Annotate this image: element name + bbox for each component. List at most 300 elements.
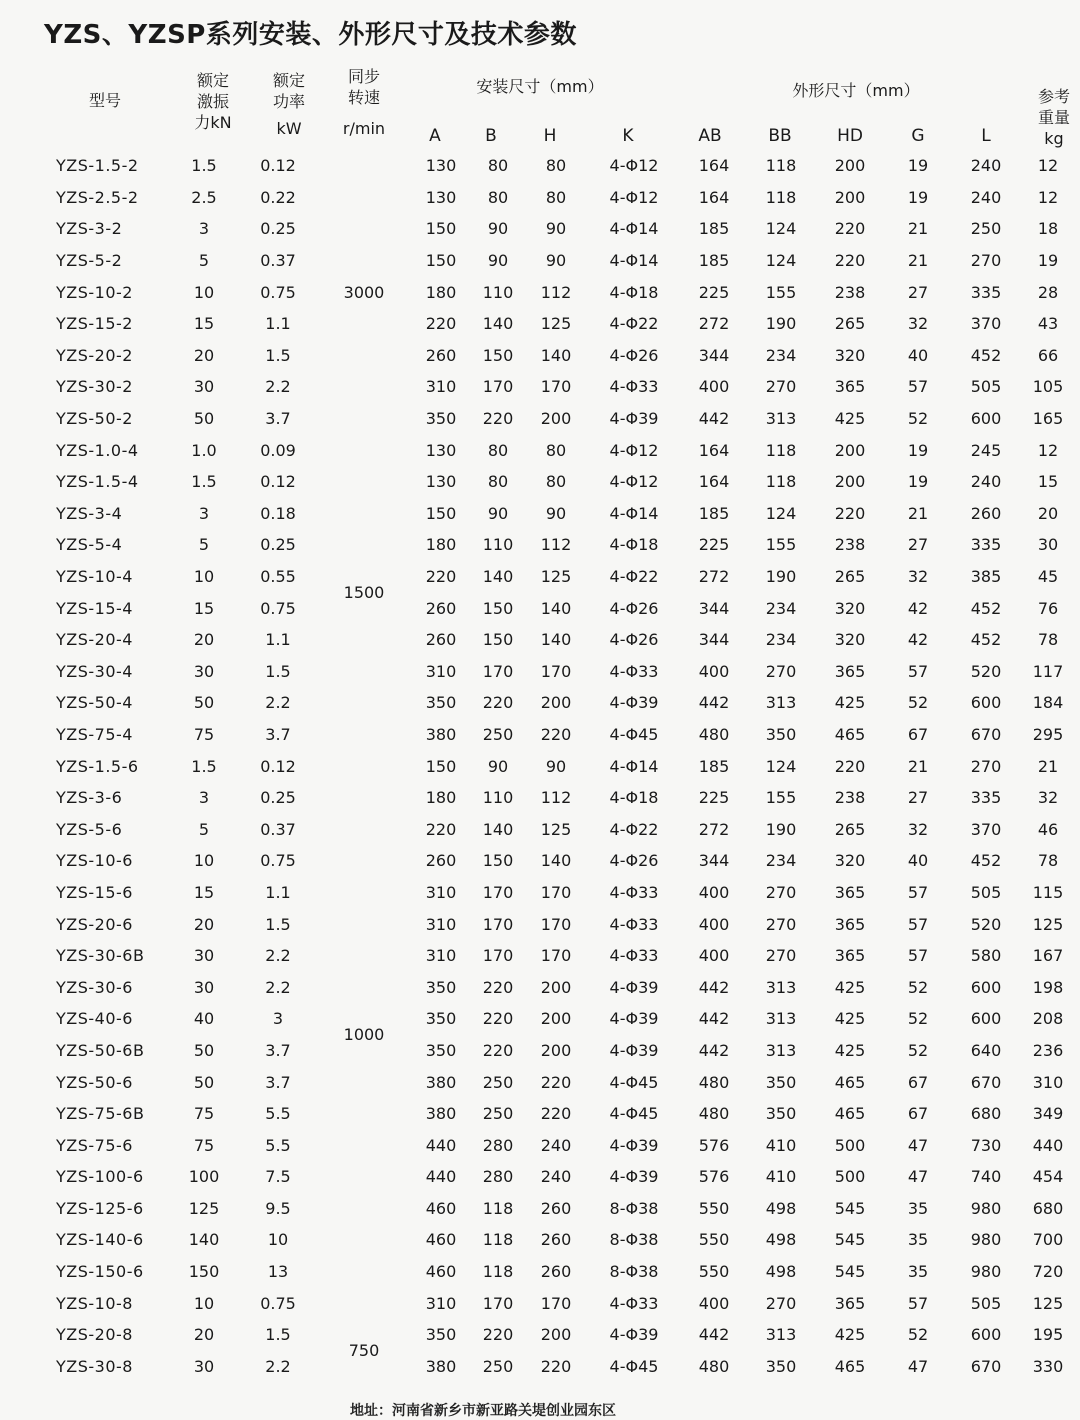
cell-b: 280: [482, 1135, 514, 1155]
cell-power: 3.7: [265, 409, 291, 429]
table-row: [44, 877, 1076, 909]
cell-ab: 442: [698, 1009, 730, 1029]
cell-hd: 220: [834, 503, 866, 523]
cell-model: YZS-40-6: [56, 1009, 133, 1029]
cell-a: 440: [425, 1167, 457, 1187]
cell-bb: 350: [765, 1104, 797, 1124]
cell-model: YZS-140-6: [56, 1230, 144, 1250]
header-speed: [334, 66, 394, 139]
cell-g: 35: [907, 1230, 929, 1250]
cell-weight: 125: [1032, 914, 1064, 934]
cell-hd: 238: [834, 535, 866, 555]
cell-h: 200: [540, 1009, 572, 1029]
cell-l: 240: [970, 156, 1002, 176]
cell-hd: 238: [834, 788, 866, 808]
cell-hd: 265: [834, 567, 866, 587]
cell-l: 240: [970, 472, 1002, 492]
cell-g: 19: [907, 187, 929, 207]
cell-model: YZS-100-6: [56, 1167, 144, 1187]
cell-ab: 442: [698, 1325, 730, 1345]
cell-k: 4-Φ39: [609, 1009, 659, 1029]
cell-h: 260: [540, 1198, 572, 1218]
cell-weight: 66: [1037, 345, 1059, 365]
cell-force: 15: [193, 314, 215, 334]
cell-a: 220: [425, 819, 457, 839]
cell-model: YZS-20-6: [56, 914, 133, 934]
cell-h: 260: [540, 1262, 572, 1282]
cell-model: YZS-15-4: [56, 598, 133, 618]
cell-b: 280: [482, 1167, 514, 1187]
cell-g: 57: [907, 661, 929, 681]
header-force-line1: 额定: [196, 71, 229, 90]
cell-ab: 164: [698, 156, 730, 176]
cell-a: 350: [425, 693, 457, 713]
cell-model: YZS-10-2: [56, 282, 133, 302]
cell-h: 170: [540, 377, 572, 397]
header-weight: [1030, 86, 1078, 149]
cell-weight: 165: [1032, 409, 1064, 429]
cell-b: 90: [487, 251, 509, 271]
cell-b: 150: [482, 598, 514, 618]
cell-bb: 234: [765, 345, 797, 365]
cell-g: 21: [907, 251, 929, 271]
cell-model: YZS-20-2: [56, 345, 133, 365]
cell-power: 0.25: [260, 219, 296, 239]
cell-ab: 442: [698, 693, 730, 713]
table-row: [44, 371, 1076, 403]
header-power-line3: kW: [276, 119, 302, 138]
cell-model: YZS-1.5-4: [56, 472, 139, 492]
cell-k: 4-Φ12: [609, 472, 659, 492]
cell-l: 600: [970, 1009, 1002, 1029]
table-row: [44, 498, 1076, 530]
cell-h: 140: [540, 630, 572, 650]
cell-model: YZS-15-6: [56, 882, 133, 902]
cell-l: 980: [970, 1230, 1002, 1250]
cell-k: 4-Φ33: [609, 661, 659, 681]
cell-weight: 680: [1032, 1198, 1064, 1218]
cell-power: 7.5: [265, 1167, 291, 1187]
cell-k: 4-Φ26: [609, 345, 659, 365]
cell-model: YZS-5-6: [56, 819, 123, 839]
cell-weight: 125: [1032, 1293, 1064, 1313]
cell-hd: 265: [834, 314, 866, 334]
cell-force: 75: [193, 1135, 215, 1155]
cell-weight: 310: [1032, 1072, 1064, 1092]
table-row: [44, 656, 1076, 688]
cell-a: 220: [425, 567, 457, 587]
cell-ab: 400: [698, 882, 730, 902]
cell-b: 220: [482, 1325, 514, 1345]
cell-b: 90: [487, 219, 509, 239]
table-row: [44, 529, 1076, 561]
cell-power: 13: [267, 1262, 289, 1282]
cell-force: 10: [193, 851, 215, 871]
cell-l: 385: [970, 567, 1002, 587]
table-row: [44, 1003, 1076, 1035]
cell-force: 2.5: [191, 187, 217, 207]
cell-force: 50: [193, 1072, 215, 1092]
cell-ab: 480: [698, 1072, 730, 1092]
cell-b: 170: [482, 661, 514, 681]
header-power-line1: 额定: [272, 71, 305, 90]
col-label-a: A: [429, 126, 441, 146]
cell-hd: 465: [834, 1356, 866, 1376]
cell-l: 452: [970, 630, 1002, 650]
cell-force: 10: [193, 1293, 215, 1313]
cell-g: 57: [907, 882, 929, 902]
cell-b: 220: [482, 693, 514, 713]
table-row: [44, 403, 1076, 435]
cell-l: 370: [970, 314, 1002, 334]
cell-g: 47: [907, 1356, 929, 1376]
cell-l: 250: [970, 219, 1002, 239]
cell-ab: 185: [698, 503, 730, 523]
table-row: [44, 687, 1076, 719]
table-row: [44, 971, 1076, 1003]
cell-k: 4-Φ45: [609, 1104, 659, 1124]
table-row: [44, 1066, 1076, 1098]
cell-a: 130: [425, 440, 457, 460]
table-row: [44, 1351, 1076, 1383]
cell-model: YZS-10-8: [56, 1293, 133, 1313]
cell-a: 460: [425, 1198, 457, 1218]
cell-k: 8-Φ38: [609, 1230, 659, 1250]
cell-speed: 3000: [343, 282, 385, 302]
cell-bb: 124: [765, 251, 797, 271]
cell-weight: 12: [1037, 156, 1059, 176]
cell-h: 80: [545, 156, 567, 176]
cell-a: 310: [425, 377, 457, 397]
cell-model: YZS-30-6B: [56, 946, 145, 966]
cell-l: 505: [970, 882, 1002, 902]
cell-b: 150: [482, 630, 514, 650]
cell-b: 250: [482, 1104, 514, 1124]
cell-h: 140: [540, 598, 572, 618]
cell-model: YZS-75-6: [56, 1135, 133, 1155]
cell-a: 260: [425, 630, 457, 650]
table-row: [44, 245, 1076, 277]
cell-b: 118: [482, 1198, 514, 1218]
table-row: [44, 1256, 1076, 1288]
cell-bb: 313: [765, 693, 797, 713]
cell-b: 220: [482, 1040, 514, 1060]
cell-l: 270: [970, 251, 1002, 271]
cell-weight: 32: [1037, 788, 1059, 808]
cell-model: YZS-1.0-4: [56, 440, 139, 460]
cell-a: 380: [425, 724, 457, 744]
cell-g: 21: [907, 219, 929, 239]
cell-model: YZS-50-2: [56, 409, 133, 429]
cell-power: 3.7: [265, 724, 291, 744]
cell-power: 0.75: [260, 851, 296, 871]
cell-g: 19: [907, 472, 929, 492]
cell-ab: 225: [698, 282, 730, 302]
cell-l: 600: [970, 693, 1002, 713]
cell-force: 150: [188, 1262, 220, 1282]
cell-ab: 480: [698, 1104, 730, 1124]
cell-weight: 46: [1037, 819, 1059, 839]
cell-bb: 118: [765, 156, 797, 176]
cell-hd: 320: [834, 598, 866, 618]
cell-bb: 155: [765, 535, 797, 555]
cell-h: 140: [540, 851, 572, 871]
cell-speed: 750: [348, 1341, 380, 1361]
cell-h: 170: [540, 882, 572, 902]
cell-speed: 1000: [343, 1025, 385, 1045]
cell-ab: 550: [698, 1262, 730, 1282]
cell-b: 140: [482, 314, 514, 334]
cell-b: 220: [482, 1009, 514, 1029]
table-row: [44, 1224, 1076, 1256]
cell-power: 0.37: [260, 251, 296, 271]
cell-model: YZS-10-6: [56, 851, 133, 871]
cell-model: YZS-75-6B: [56, 1104, 145, 1124]
col-label-hd: HD: [837, 126, 863, 146]
cell-power: 10: [267, 1230, 289, 1250]
cell-hd: 220: [834, 251, 866, 271]
cell-bb: 313: [765, 1009, 797, 1029]
cell-force: 140: [188, 1230, 220, 1250]
cell-h: 220: [540, 1072, 572, 1092]
cell-g: 67: [907, 1104, 929, 1124]
cell-k: 4-Φ33: [609, 914, 659, 934]
cell-h: 200: [540, 977, 572, 997]
cell-power: 5.5: [265, 1135, 291, 1155]
cell-h: 200: [540, 409, 572, 429]
cell-b: 250: [482, 1356, 514, 1376]
cell-ab: 272: [698, 819, 730, 839]
cell-b: 250: [482, 1072, 514, 1092]
cell-force: 30: [193, 377, 215, 397]
cell-power: 0.37: [260, 819, 296, 839]
cell-power: 1.1: [265, 630, 291, 650]
cell-power: 2.2: [265, 977, 291, 997]
cell-ab: 185: [698, 756, 730, 776]
header-speed-line1: 同步: [347, 67, 380, 86]
cell-power: 5.5: [265, 1104, 291, 1124]
cell-a: 220: [425, 314, 457, 334]
table-row: [44, 845, 1076, 877]
cell-force: 20: [193, 345, 215, 365]
table-row: [44, 1035, 1076, 1067]
cell-a: 460: [425, 1230, 457, 1250]
cell-model: YZS-5-4: [56, 535, 123, 555]
cell-force: 20: [193, 630, 215, 650]
table-row: [44, 150, 1076, 182]
cell-l: 730: [970, 1135, 1002, 1155]
cell-power: 9.5: [265, 1198, 291, 1218]
cell-ab: 550: [698, 1230, 730, 1250]
header-speed-line3: r/min: [342, 119, 386, 138]
cell-g: 40: [907, 851, 929, 871]
header-speed-line2: 转速: [347, 88, 380, 107]
cell-bb: 155: [765, 282, 797, 302]
cell-l: 240: [970, 187, 1002, 207]
cell-h: 200: [540, 1040, 572, 1060]
col-label-k: K: [622, 126, 634, 146]
cell-h: 80: [545, 187, 567, 207]
cell-power: 0.75: [260, 1293, 296, 1313]
cell-ab: 442: [698, 1040, 730, 1060]
footer-address: 地址：河南省新乡市新亚路关堤创业园东区: [350, 1403, 616, 1419]
cell-force: 75: [193, 1104, 215, 1124]
cell-hd: 465: [834, 724, 866, 744]
cell-k: 4-Φ45: [609, 1356, 659, 1376]
cell-k: 4-Φ22: [609, 314, 659, 334]
cell-l: 452: [970, 851, 1002, 871]
cell-h: 260: [540, 1230, 572, 1250]
table-row: [44, 813, 1076, 845]
spec-table: [44, 150, 1076, 1382]
cell-bb: 234: [765, 630, 797, 650]
header-force: [188, 70, 238, 133]
cell-k: 4-Φ26: [609, 851, 659, 871]
cell-force: 125: [188, 1198, 220, 1218]
cell-g: 52: [907, 693, 929, 713]
table-row: [44, 340, 1076, 372]
cell-a: 440: [425, 1135, 457, 1155]
cell-bb: 270: [765, 882, 797, 902]
cell-g: 52: [907, 977, 929, 997]
cell-force: 15: [193, 882, 215, 902]
cell-power: 0.25: [260, 535, 296, 555]
cell-k: 4-Φ39: [609, 1325, 659, 1345]
cell-a: 350: [425, 409, 457, 429]
cell-weight: 19: [1037, 251, 1059, 271]
cell-a: 180: [425, 282, 457, 302]
spec-table-body: [44, 150, 1076, 1382]
cell-force: 1.0: [191, 440, 217, 460]
cell-ab: 272: [698, 314, 730, 334]
cell-ab: 400: [698, 914, 730, 934]
cell-force: 100: [188, 1167, 220, 1187]
cell-weight: 295: [1032, 724, 1064, 744]
cell-a: 150: [425, 219, 457, 239]
cell-force: 30: [193, 977, 215, 997]
cell-weight: 20: [1037, 503, 1059, 523]
cell-h: 90: [545, 219, 567, 239]
cell-a: 260: [425, 345, 457, 365]
cell-h: 125: [540, 819, 572, 839]
cell-h: 90: [545, 756, 567, 776]
cell-g: 52: [907, 1040, 929, 1060]
cell-weight: 117: [1032, 661, 1064, 681]
cell-model: YZS-20-4: [56, 630, 133, 650]
cell-k: 4-Φ26: [609, 630, 659, 650]
cell-l: 740: [970, 1167, 1002, 1187]
cell-weight: 28: [1037, 282, 1059, 302]
cell-power: 0.55: [260, 567, 296, 587]
cell-b: 80: [487, 187, 509, 207]
cell-l: 580: [970, 946, 1002, 966]
cell-hd: 425: [834, 409, 866, 429]
cell-weight: 18: [1037, 219, 1059, 239]
cell-k: 4-Φ45: [609, 724, 659, 744]
cell-k: 4-Φ18: [609, 535, 659, 555]
cell-l: 335: [970, 282, 1002, 302]
cell-a: 150: [425, 756, 457, 776]
cell-l: 270: [970, 756, 1002, 776]
cell-k: 4-Φ39: [609, 1040, 659, 1060]
cell-g: 57: [907, 914, 929, 934]
cell-k: 4-Φ22: [609, 567, 659, 587]
cell-a: 310: [425, 946, 457, 966]
cell-g: 52: [907, 1009, 929, 1029]
cell-weight: 454: [1032, 1167, 1064, 1187]
cell-k: 4-Φ39: [609, 977, 659, 997]
cell-ab: 480: [698, 1356, 730, 1376]
cell-ab: 185: [698, 251, 730, 271]
cell-force: 10: [193, 567, 215, 587]
table-row: [44, 182, 1076, 214]
cell-model: YZS-1.5-2: [56, 156, 139, 176]
cell-ab: 344: [698, 630, 730, 650]
cell-l: 335: [970, 535, 1002, 555]
cell-bb: 118: [765, 440, 797, 460]
cell-power: 2.2: [265, 377, 291, 397]
cell-hd: 545: [834, 1230, 866, 1250]
cell-weight: 78: [1037, 630, 1059, 650]
table-row: [44, 1129, 1076, 1161]
cell-power: 1.5: [265, 661, 291, 681]
cell-k: 4-Φ22: [609, 819, 659, 839]
cell-power: 2.2: [265, 1356, 291, 1376]
cell-ab: 442: [698, 977, 730, 997]
cell-weight: 21: [1037, 756, 1059, 776]
header-weight-line3: kg: [1044, 129, 1064, 148]
cell-k: 4-Φ12: [609, 187, 659, 207]
cell-ab: 576: [698, 1167, 730, 1187]
header-power: [262, 70, 316, 139]
cell-b: 150: [482, 345, 514, 365]
cell-hd: 425: [834, 977, 866, 997]
cell-h: 170: [540, 1293, 572, 1313]
cell-k: 4-Φ39: [609, 1167, 659, 1187]
cell-a: 380: [425, 1356, 457, 1376]
cell-l: 600: [970, 977, 1002, 997]
cell-h: 125: [540, 314, 572, 334]
cell-h: 240: [540, 1167, 572, 1187]
cell-force: 5: [198, 251, 210, 271]
cell-b: 170: [482, 1293, 514, 1313]
cell-k: 4-Φ14: [609, 251, 659, 271]
cell-force: 30: [193, 946, 215, 966]
cell-h: 125: [540, 567, 572, 587]
cell-hd: 220: [834, 756, 866, 776]
cell-bb: 118: [765, 187, 797, 207]
cell-bb: 124: [765, 756, 797, 776]
cell-g: 57: [907, 946, 929, 966]
table-row: [44, 782, 1076, 814]
cell-a: 350: [425, 1325, 457, 1345]
cell-model: YZS-75-4: [56, 724, 133, 744]
cell-ab: 442: [698, 409, 730, 429]
cell-force: 5: [198, 535, 210, 555]
cell-a: 350: [425, 1009, 457, 1029]
cell-hd: 320: [834, 345, 866, 365]
cell-power: 0.25: [260, 788, 296, 808]
cell-ab: 550: [698, 1198, 730, 1218]
cell-weight: 115: [1032, 882, 1064, 902]
cell-force: 15: [193, 598, 215, 618]
cell-k: 4-Φ33: [609, 946, 659, 966]
cell-bb: 155: [765, 788, 797, 808]
cell-l: 520: [970, 661, 1002, 681]
cell-h: 90: [545, 503, 567, 523]
cell-l: 670: [970, 1356, 1002, 1376]
cell-l: 680: [970, 1104, 1002, 1124]
